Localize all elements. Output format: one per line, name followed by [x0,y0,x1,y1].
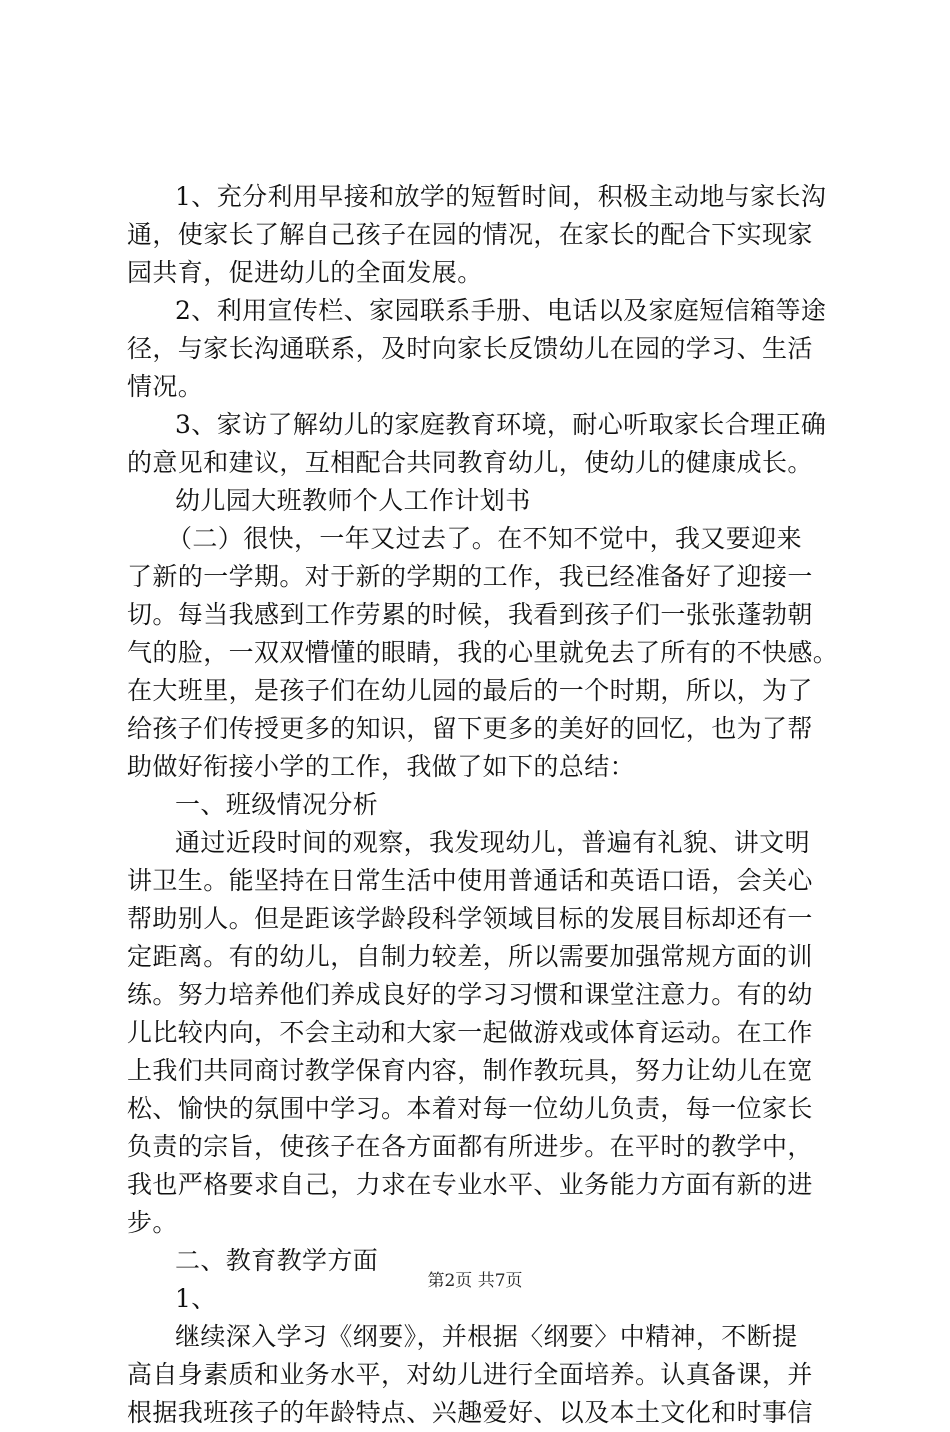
text-line: 讲卫生。能坚持在日常生活中使用普通话和英语口语，会关心 [127,866,813,895]
text-line: 切。每当我感到工作劳累的时候，我看到孩子们一张张蓬勃朝 [127,600,813,629]
text-line: 1、充分利用早接和放学的短暂时间，积极主动地与家长沟 [175,182,827,211]
text-line: 情况。 [127,372,204,401]
text-line: 松、愉快的氛围中学习。本着对每一位幼儿负责，每一位家长 [127,1094,813,1123]
list-number: 1、 [175,1284,217,1313]
text-line: 2、利用宣传栏、家园联系手册、电话以及家庭短信箱等途 [175,296,827,325]
text-line: 上我们共同商讨教学保育内容，制作教玩具，努力让幼儿在宽 [127,1056,813,1085]
text-line: 我也严格要求自己，力求在专业水平、业务能力方面有新的进 [127,1170,813,1199]
text-line: 在大班里，是孩子们在幼儿园的最后的一个时期，所以，为了 [127,676,813,705]
section-heading: 一、班级情况分析 [175,790,379,819]
text-line: 3、家访了解幼儿的家庭教育环境，耐心听取家长合理正确 [175,410,827,439]
text-line: 定距离。有的幼儿，自制力较差，所以需要加强常规方面的训 [127,942,813,971]
text-line: 继续深入学习《纲要》，并根据〈纲要〉中精神，不断提 [175,1322,798,1351]
text-line: 负责的宗旨，使孩子在各方面都有所进步。在平时的教学中， [127,1132,813,1161]
text-line: 径，与家长沟通联系，及时向家长反馈幼儿在园的学习、生活 [127,334,813,363]
text-line: 通，使家长了解自己孩子在园的情况，在家长的配合下实现家 [127,220,813,249]
text-line: 帮助别人。但是距该学龄段科学领域目标的发展目标却还有一 [127,904,813,933]
text-line: 气的脸，一双双懵懂的眼睛，我的心里就免去了所有的不快感。 [127,638,839,667]
section-title: 幼儿园大班教师个人工作计划书 [175,486,531,515]
text-line: 儿比较内向，不会主动和大家一起做游戏或体育运动。在工作 [127,1018,813,1047]
text-line: 的意见和建议，互相配合共同教育幼儿，使幼儿的健康成长。 [127,448,813,477]
text-line: （二）很快，一年又过去了。在不知不觉中，我又要迎来 [167,524,803,553]
document-body [127,178,847,1432]
text-line: 根据我班孩子的年龄特点、兴趣爱好、以及本土文化和时事信 [127,1398,813,1427]
section-heading: 二、教育教学方面 [175,1246,379,1275]
text-line: 了新的一学期。对于新的学期的工作，我已经准备好了迎接一 [127,562,813,591]
text-line: 园共育，促进幼儿的全面发展。 [127,258,483,287]
text-line: 助做好衔接小学的工作，我做了如下的总结： [127,752,636,781]
page-number-footer: 第2页 共7页 [427,1271,523,1291]
text-line: 高自身素质和业务水平，对幼儿进行全面培养。认真备课，并 [127,1360,813,1389]
text-line: 步。 [127,1208,178,1237]
text-line: 给孩子们传授更多的知识，留下更多的美好的回忆，也为了帮 [127,714,813,743]
text-line: 通过近段时间的观察，我发现幼儿，普遍有礼貌、讲文明 [175,828,811,857]
text-line: 练。努力培养他们养成良好的学习习惯和课堂注意力。有的幼 [127,980,813,1009]
